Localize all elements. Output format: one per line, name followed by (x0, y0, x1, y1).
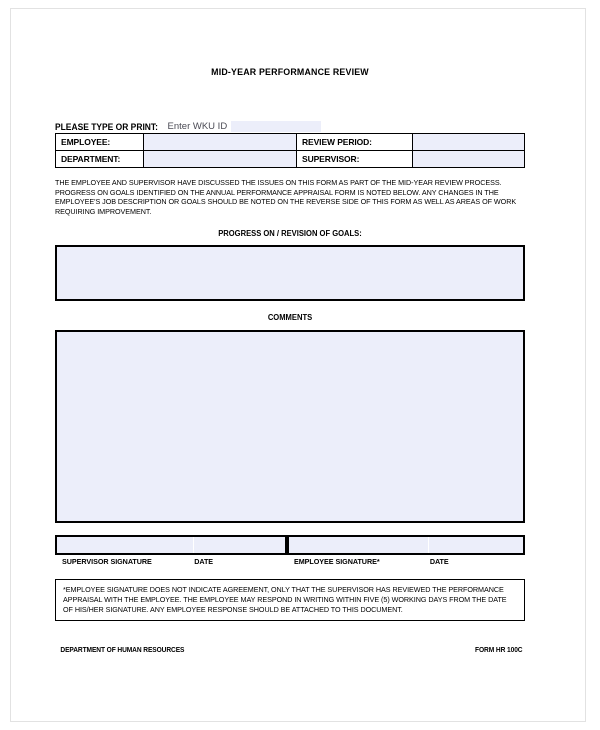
page-title: MID-YEAR PERFORMANCE REVIEW (211, 67, 369, 78)
comments-textarea[interactable] (55, 330, 525, 523)
supervisor-signature-label: SUPERVISOR SIGNATURE (62, 557, 152, 567)
review-period-input-value (418, 134, 524, 150)
goals-textarea[interactable] (55, 245, 525, 301)
supervisor-date-label: DATE (194, 557, 214, 567)
intro-paragraph: THE EMPLOYEE AND SUPERVISOR HAVE DISCUSSED THE ISSUES ON THIS FORM AS PART OF THE MID-YEAR REVIEW PROCESS. PROGRESS ON GOALS IDENTIFIED ON THE ANNUAL PERFORMANCE APPRAISAL FORM IS NOTED BELOW. ANY CHANGES IN THE EMPLOYEE'S JOB DESCRIPTION OR GOALS SHOULD BE NOTED ON THE REVERSE SIDE OF THIS FORM AS WELL AS AREAS OF WORK REQUIRING IMPROVEMENT. (55, 178, 517, 216)
department-label: DEPARTMENT: (56, 151, 144, 168)
type-or-print-row (55, 118, 525, 132)
supervisor-label: SUPERVISOR: (297, 151, 413, 168)
supervisor-input[interactable] (413, 151, 525, 168)
document-page (10, 8, 586, 722)
document-content (55, 49, 525, 654)
employee-date-label: DATE (429, 557, 449, 567)
wku-id-hint-text: Enter WKU ID (167, 121, 228, 132)
supervisor-input-value (418, 151, 524, 167)
footnote-box (55, 579, 525, 621)
page-footer (55, 645, 525, 654)
department-input-value (149, 151, 296, 167)
type-or-print-label: PLEASE TYPE OR PRINT: (55, 122, 158, 132)
employee-label: EMPLOYEE: (56, 134, 144, 151)
review-period-label: REVIEW PERIOD: (297, 134, 413, 151)
employee-input[interactable] (144, 134, 297, 151)
supervisor-labels (55, 557, 287, 566)
footer-form-number: FORM HR 100C (475, 645, 523, 655)
employee-signature-input[interactable] (289, 537, 429, 553)
signature-labels-row (55, 557, 525, 566)
employee-date-input[interactable] (429, 537, 523, 553)
employee-input-value (149, 134, 296, 150)
table-row (56, 134, 525, 151)
footnote-text: *EMPLOYEE SIGNATURE DOES NOT INDICATE AGREEMENT, ONLY THAT THE SUPERVISOR HAS REVIEWED THE PERFORMANCE APPRAISAL WITH THE EMPLOYEE. THE EMPLOYEE MAY RESPOND IN WRITING WITHIN FIVE (5) WORKING DAYS FROM THE DATE OF HIS/HER SIGNATURE. ANY EMPLOYEE RESPONSE SHOULD BE ATTACHED TO THIS DOCUMENT. (63, 585, 507, 614)
signature-fields-row (55, 535, 525, 555)
supervisor-date-input[interactable] (194, 537, 285, 553)
employee-info-table (55, 133, 525, 168)
department-input[interactable] (144, 151, 297, 168)
footer-department: DEPARTMENT OF HUMAN RESOURCES (60, 645, 185, 655)
employee-signature-group (287, 535, 525, 555)
employee-labels (287, 557, 525, 566)
supervisor-signature-input[interactable] (57, 537, 194, 553)
goals-section-heading: PROGRESS ON / REVISION OF GOALS: (218, 229, 362, 239)
comments-section-heading: COMMENTS (267, 313, 313, 323)
supervisor-signature-group (55, 535, 287, 555)
table-row (56, 151, 525, 168)
review-period-input[interactable] (413, 134, 525, 151)
employee-signature-label: EMPLOYEE SIGNATURE* (294, 557, 380, 567)
wku-id-input[interactable] (231, 121, 321, 132)
